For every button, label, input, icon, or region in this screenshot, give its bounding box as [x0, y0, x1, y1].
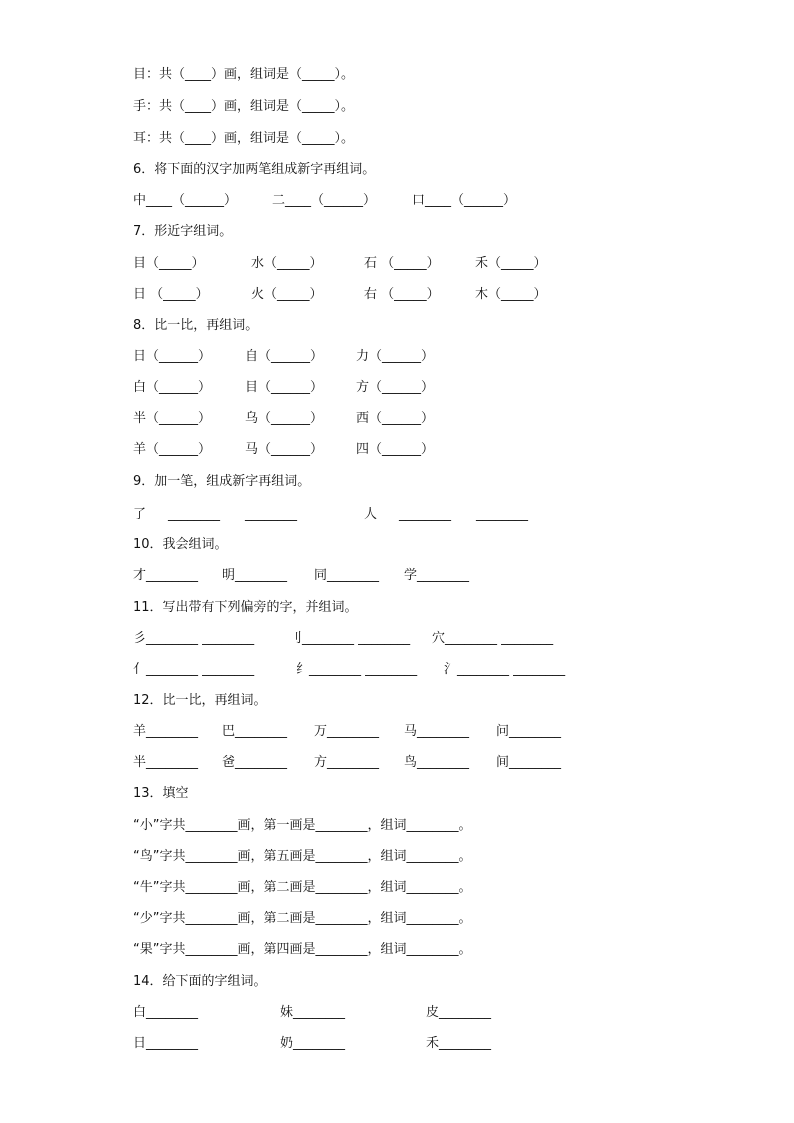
worksheet-line — [0, 659, 794, 681]
worksheet-text: 9．加一笔，组成新字再组词。 — [133, 474, 311, 489]
worksheet-line — [0, 1033, 794, 1055]
worksheet-text: 纟________ ________ — [296, 662, 418, 677]
worksheet-text: 日（______） — [133, 349, 212, 364]
worksheet-text: 手：共（____）画，组词是（_____）。 — [133, 99, 355, 114]
worksheet-text: 13．填空 — [133, 786, 189, 801]
worksheet-text: “牛”字共________画，第二画是________，组词________。 — [133, 880, 472, 895]
worksheet-text: ________ — [476, 507, 528, 522]
worksheet-text: 刂________ ________ — [289, 631, 411, 646]
worksheet-text: 10．我会组词。 — [133, 537, 228, 552]
worksheet-line — [0, 628, 794, 650]
worksheet-text: 学________ — [404, 568, 470, 583]
worksheet-text: 马________ — [404, 724, 470, 739]
worksheet-text: 中____（______） — [133, 193, 238, 208]
worksheet-line — [0, 971, 794, 993]
worksheet-text: 力（______） — [356, 349, 435, 364]
worksheet-line — [0, 64, 794, 86]
worksheet-text: 妹________ — [280, 1005, 346, 1020]
worksheet-text: 马（______） — [245, 442, 324, 457]
worksheet-line — [0, 597, 794, 619]
worksheet-line — [0, 253, 794, 275]
worksheet-text: “少”字共________画，第二画是________，组词________。 — [133, 911, 472, 926]
worksheet-text: 禾（_____） — [475, 256, 547, 271]
worksheet-text: 间________ — [496, 755, 562, 770]
worksheet-line — [0, 939, 794, 961]
worksheet-line — [0, 439, 794, 461]
worksheet-line — [0, 846, 794, 868]
worksheet-text: 奶________ — [280, 1036, 346, 1051]
worksheet-line — [0, 721, 794, 743]
worksheet-text: 目：共（____）画，组词是（_____）。 — [133, 67, 355, 82]
worksheet-line — [0, 159, 794, 181]
worksheet-text: 石 （_____） — [364, 256, 440, 271]
worksheet-text: “果”字共________画，第四画是________，组词________。 — [133, 942, 472, 957]
worksheet-line — [0, 534, 794, 556]
worksheet-text: 白（______） — [133, 380, 212, 395]
worksheet-text: ________ — [399, 507, 451, 522]
worksheet-text: 穴________ ________ — [432, 631, 554, 646]
worksheet-text: 14．给下面的字组词。 — [133, 974, 267, 989]
worksheet-text: 自（______） — [245, 349, 324, 364]
worksheet-text: 半________ — [133, 755, 199, 770]
worksheet-line — [0, 96, 794, 118]
worksheet-text: 彡________ ________ — [133, 631, 255, 646]
worksheet-text: 二____（______） — [272, 193, 377, 208]
worksheet-line — [0, 908, 794, 930]
worksheet-text: 11．写出带有下列偏旁的字，并组词。 — [133, 600, 358, 615]
worksheet-line — [0, 128, 794, 150]
worksheet-text: 口____（______） — [412, 193, 517, 208]
worksheet-line — [0, 377, 794, 399]
worksheet-text: 7．形近字组词。 — [133, 224, 233, 239]
worksheet-text: 右 （_____） — [364, 287, 440, 302]
worksheet-text: 爸________ — [222, 755, 288, 770]
worksheet-text: 明________ — [222, 568, 288, 583]
worksheet-text: 日 （_____） — [133, 287, 209, 302]
worksheet-text: 西（______） — [356, 411, 435, 426]
worksheet-text: 人 — [364, 507, 378, 522]
worksheet-line — [0, 346, 794, 368]
worksheet-text: 禾________ — [426, 1036, 492, 1051]
worksheet-line — [0, 284, 794, 306]
worksheet-text: 火（_____） — [251, 287, 323, 302]
worksheet-line — [0, 815, 794, 837]
worksheet-line — [0, 190, 794, 212]
worksheet-line — [0, 471, 794, 493]
worksheet-text: 羊________ — [133, 724, 199, 739]
worksheet-line — [0, 408, 794, 430]
worksheet-text: ________ — [168, 507, 220, 522]
worksheet-text: 万________ — [314, 724, 380, 739]
worksheet-text: 了 — [133, 507, 147, 522]
worksheet-line — [0, 565, 794, 587]
worksheet-text: 方（______） — [356, 380, 435, 395]
worksheet-text: 问________ — [496, 724, 562, 739]
worksheet-text: 耳：共（____）画，组词是（_____）。 — [133, 131, 355, 146]
worksheet-text: 目（______） — [245, 380, 324, 395]
worksheet-text: 同________ — [314, 568, 380, 583]
worksheet-text: 皮________ — [426, 1005, 492, 1020]
worksheet-text: 12．比一比，再组词。 — [133, 693, 267, 708]
worksheet-text: 巴________ — [222, 724, 288, 739]
worksheet-line — [0, 1002, 794, 1024]
worksheet-text: 8．比一比，再组词。 — [133, 318, 259, 333]
worksheet-line — [0, 690, 794, 712]
worksheet-text: 鸟________ — [404, 755, 470, 770]
worksheet-line — [0, 877, 794, 899]
worksheet-text: 四（______） — [356, 442, 435, 457]
worksheet-text: 水（_____） — [251, 256, 323, 271]
worksheet-text: 6．将下面的汉字加两笔组成新字再组词。 — [133, 162, 376, 177]
worksheet-line — [0, 504, 794, 526]
worksheet-text: 羊（______） — [133, 442, 212, 457]
worksheet-line — [0, 783, 794, 805]
worksheet-line — [0, 221, 794, 243]
worksheet-text: 木（_____） — [475, 287, 547, 302]
worksheet-text: 目（_____） — [133, 256, 205, 271]
worksheet-text: 氵________ ________ — [444, 662, 566, 677]
worksheet-text: 白________ — [133, 1005, 199, 1020]
worksheet-line — [0, 315, 794, 337]
worksheet-text: “鸟”字共________画，第五画是________，组词________。 — [133, 849, 472, 864]
worksheet-text: 乌（______） — [245, 411, 324, 426]
worksheet-text: 亻________ ________ — [133, 662, 255, 677]
worksheet-text: ________ — [245, 507, 297, 522]
worksheet-line — [0, 752, 794, 774]
worksheet-text: “小”字共________画，第一画是________，组词________。 — [133, 818, 472, 833]
worksheet-text: 日________ — [133, 1036, 199, 1051]
worksheet-text: 半（______） — [133, 411, 212, 426]
worksheet-text: 才________ — [133, 568, 199, 583]
worksheet-text: 方________ — [314, 755, 380, 770]
